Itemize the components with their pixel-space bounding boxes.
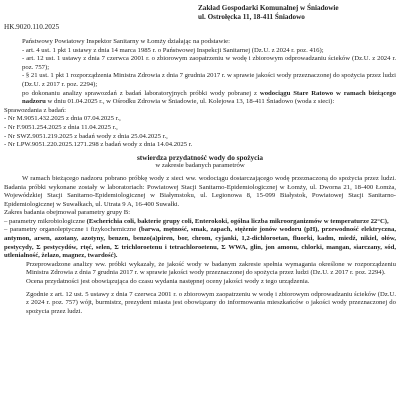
- report-item: - Nr F.9051.254.2025 z dnia 11.04.2025 r.,: [4, 123, 118, 131]
- reports-title: Sprawozdania z badań:: [4, 106, 67, 114]
- report-item: - Nr SWZ.9051.219.2025 z badań wody z dnia 25.04.2025 r.,: [4, 132, 168, 140]
- legal-basis-item: - art. 4 ust. 1 pkt 1 ustawy z dnia 14 marca 1985 r. o Państwowej Inspekcji Sanitarnej (Dz.U. z 2024 r. poz. 416);: [22, 46, 324, 54]
- obligation-paragraph: Zgodnie z art. 12 ust. 5 ustawy z dnia 7 czerwca 2001 r. o zbiorowym zaopatrzeniu w wodę i zbiorowym odprowadzaniu ścieków (Dz.U. z 2024 r. poz. 757) wójt, burmistrz, prezydent miasta jest obowiązany do informowania mieszkańców o jakości wody przeznaczonej do spożycia przez ludzi.: [26, 290, 396, 315]
- physchem-parameters: – parametry organoleptyczne i fizykochemiczne (barwa, mętność, smak, zapach, stężenie jonów wodoru (pH), przewodność elektryczna, antymon, arsen, azotany, azotyny, benzen, benzo(a)piren, bor, chrom, cyjanki, 1,2-dichloroetan, fluorki, kadm, miedź, nikiel, ołów, pestycydy, Σ pestycydów, rtęć, selen, Σ trichloroetenu i tetrachloroetenu, Σ WWA, glin, jon amonu, chlorki, mangan, siarczany, sód, utlenialność, żelazo, magnez, twardość).: [4, 226, 396, 260]
- intro-line: Państwowy Powiatowy Inspektor Sanitarny w Łomży działając na podstawie:: [22, 38, 231, 45]
- analysis-paragraph: po dokonaniu analizy sprawozdań z badań laboratoryjnych próbki wody pobranej z wodociągu Stare Ratowo w ramach bieżącego nadzoru w dniu 01.04.2025 r., w Ośrodku Zdrowia w Śniadowie, ul. Kolejowa 13, 18-411 Śniadowo (woda z sieci):: [22, 89, 396, 106]
- decision-title: stwierdza przydatność wody do spożycia: [136, 152, 264, 162]
- validity-paragraph: Ocena przydatności jest obowiązująca do czasu wydania następnej oceny jakości wody z tego urządzenia.: [26, 278, 310, 286]
- report-item: - Nr M.9051.432.2025 z dnia 07.04.2025 r.,: [4, 115, 121, 123]
- recipient-name: Zakład Gospodarki Komunalnej w Śniadowie: [198, 4, 339, 12]
- recipient-street: ul. Ostrołęcka 11, 18-411 Śniadowo: [198, 13, 305, 21]
- scope-intro: Zakres badania obejmował parametry grupy B:: [4, 209, 131, 217]
- recipient-address: [198, 4, 394, 22]
- legal-basis-item: - § 21 ust. 1 pkt 1 rozporządzenia Ministra Zdrowia z dnia 7 grudnia 2017 r. w sprawie jakości wody przeznaczonej do spożycia przez ludzi (Dz.U. z 2017 r. poz. 2294);: [22, 72, 397, 88]
- document-body: [4, 38, 396, 316]
- sampling-paragraph: W ramach bieżącego nadzoru pobrano próbkę wody z sieci ww. wodociągu dostarczającego wodę przeznaczoną do spożycia przez ludzi. Badania próbki wykonane zostały w laboratoriach: Powiatowej Stacji Sanitarno-Epidemiologicznej w Łomży, ul. Dworna 21, 18-400 Łomża, Wojewódzkiej Stacji Sanitarno-Epidemiologicznej w Białymstoku, ul. Legionowa 8, 15-099 Białystok, Powiatowej Stacji Sanitarno-Epidemiologicznej w Suwałkach, ul. Utrata 9 A, 16-400 Suwałki.: [4, 174, 396, 208]
- analysis-source: wodociągu Stare Ratowo w ramach bieżącego nadzoru: [22, 89, 396, 106]
- decision-subtitle: w zakresie badanych parametrów: [155, 162, 245, 170]
- result-paragraph: Przeprowadzone analizy ww. próbki wykazały, że jakość wody w badanym zakresie spełnia wymagania określone w rozporządzeniu Ministra Zdrowia z dnia 7 grudnia 2017 r. w sprawie jakości wody przeznaczonej do spożycia przez ludzi (Dz.U. z 2017 r. poz. 2294).: [26, 260, 396, 277]
- micro-parameters: – parametry mikrobiologiczne (Escherichia coli, bakterie grupy coli, Enterokoki, ogólna liczba mikroorganizmów w temperaturze 22°C),: [4, 217, 389, 225]
- report-item: - Nr LPW.9051.220.2025.1271.298 z badań wody z dnia 14.04.2025 r.: [4, 141, 193, 149]
- legal-basis-item: - art. 12 ust. 1 ustawy z dnia 7 czerwca 2001 r. o zbiorowym zaopatrzeniu w wodę i zbiorowym odprowadzaniu ścieków (Dz.U. z 2024 r. poz. 757);: [22, 55, 396, 71]
- case-sign: HK.9020.110.2025: [4, 23, 60, 31]
